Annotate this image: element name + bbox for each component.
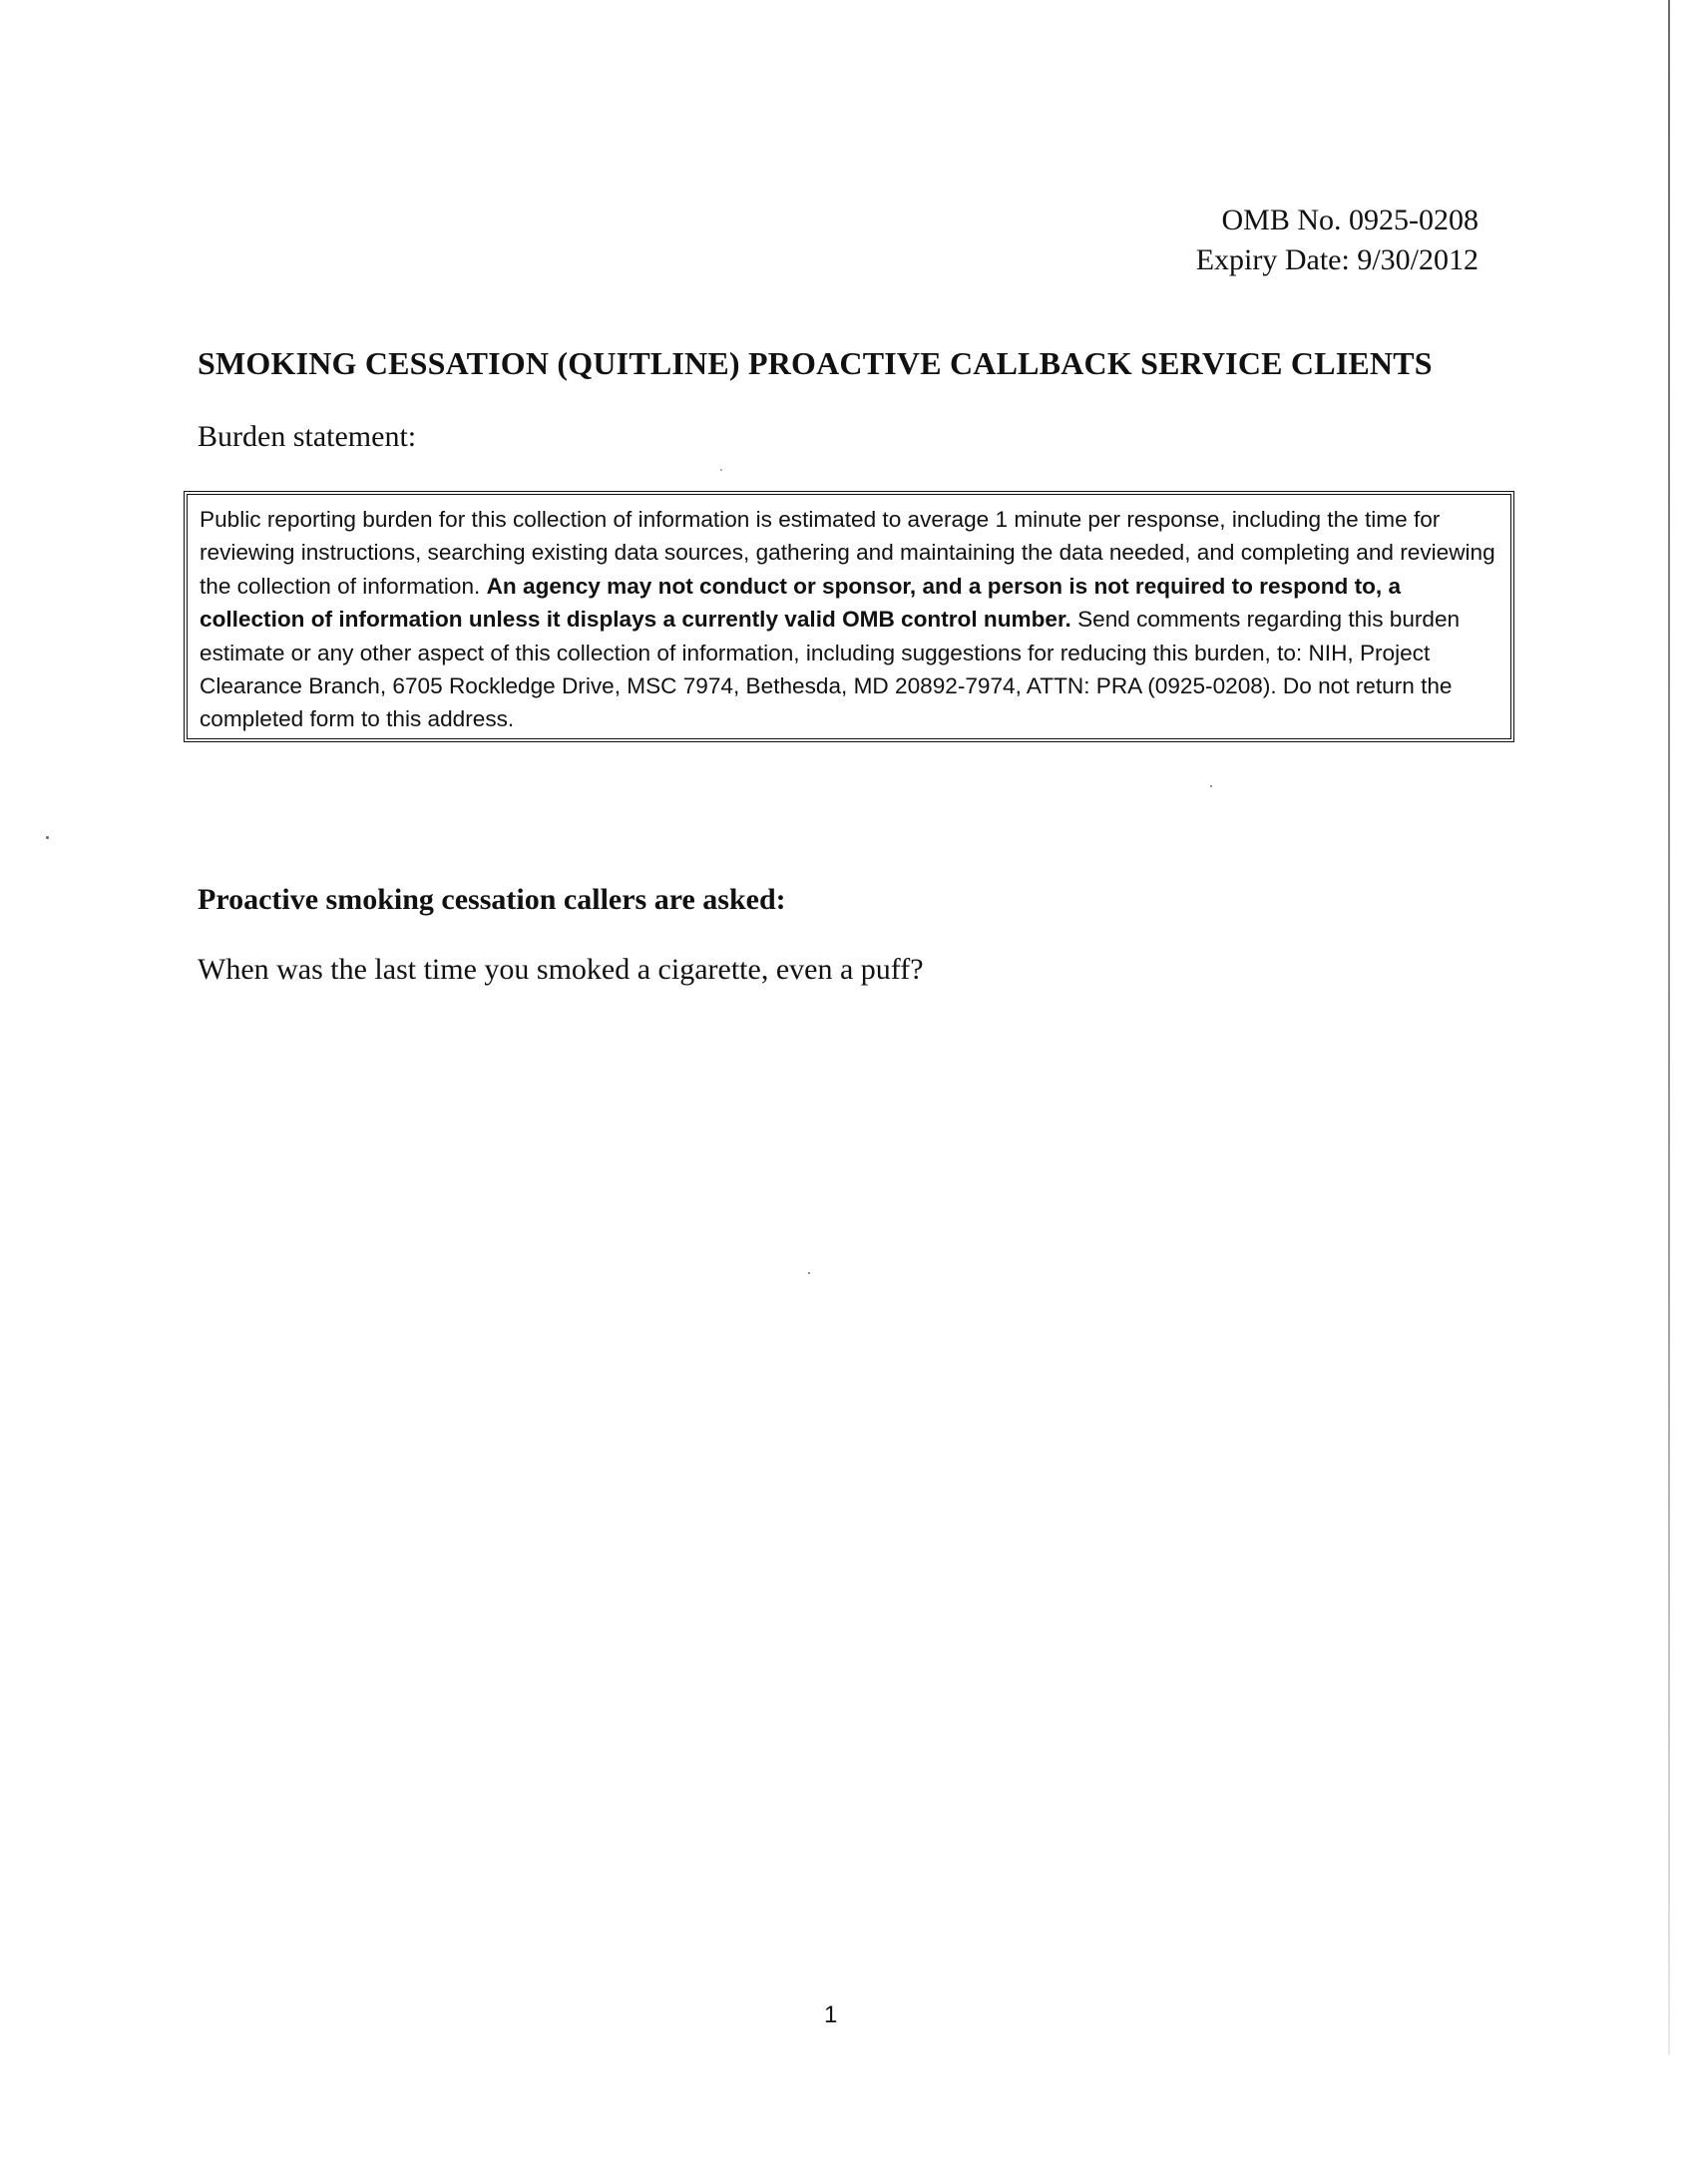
expiry-date: Expiry Date: 9/30/2012 [1195, 243, 1479, 276]
document-title: SMOKING CESSATION (QUITLINE) PROACTIVE CALLBACK SERVICE CLIENTS [198, 345, 1433, 381]
burden-text-intro: Public reporting burden for this collection of information is estimated to average 1 minute per response, including the time for reviewing instructions, searching existing data sources, gathering and maintaining the data needed, and completing and reviewing the collection of information. [200, 507, 1495, 599]
survey-question: When was the last time you smoked a cigarette, even a puff? [198, 953, 924, 986]
scan-speck [720, 469, 722, 471]
scan-speck [808, 1272, 810, 1274]
scan-speck [46, 836, 49, 839]
scan-edge-line [1668, 0, 1670, 2055]
omb-number: OMB No. 0925-0208 [1221, 204, 1479, 236]
burden-text-contact: Send comments regarding this burden estimate or any other aspect of this collection of information, including suggestions for reducing this burden, to: NIH, Project Clearance Branch, 6705 Rockledge Drive, MSC 7974, Bethesda, MD 20892-7974, ATTN: PRA (0925-0208). Do not return the completed form to this address. [200, 607, 1461, 732]
scan-speck [1210, 785, 1212, 787]
omb-info [1196, 201, 1479, 280]
section-heading: Proactive smoking cessation callers are asked: [198, 883, 786, 916]
burden-statement-label: Burden statement: [198, 420, 417, 453]
page-number: 1 [824, 2001, 838, 2028]
burden-text-bold: An agency may not conduct or sponsor, and a person is not required to respond to, a collection of information unless it displays a currently valid OMB control number. [200, 573, 1402, 633]
burden-statement-box [184, 491, 1514, 742]
